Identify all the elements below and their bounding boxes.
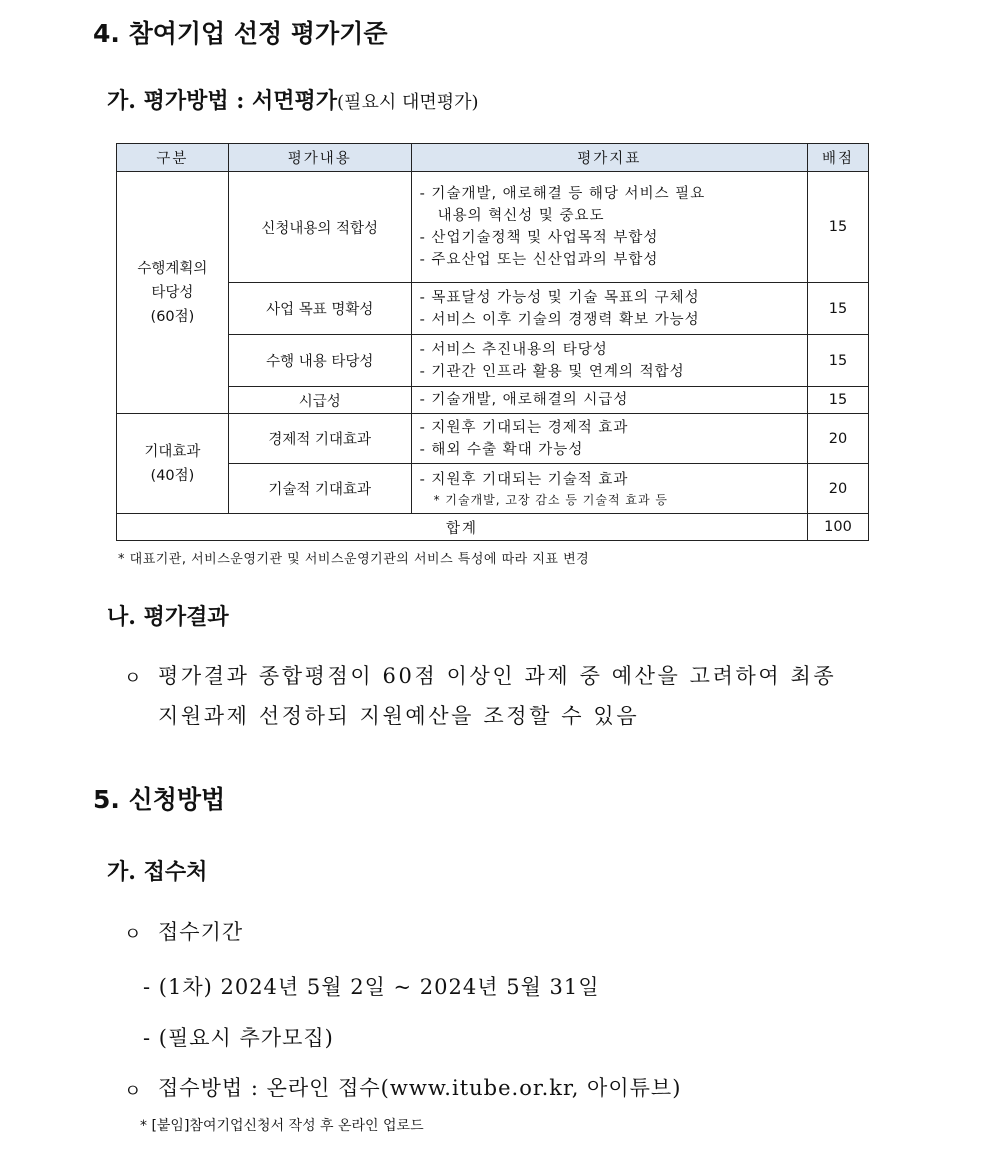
- table-row: [117, 387, 869, 414]
- table-row: [117, 283, 869, 335]
- group-points: (40점): [150, 467, 195, 484]
- row-indicators: [411, 172, 807, 283]
- row-indicators: [411, 387, 807, 414]
- row-content: 수행 내용 타당성: [228, 335, 411, 387]
- subsection-a-reception: 가. 접수처: [107, 859, 208, 885]
- bullet-icon: ㅇ: [124, 1081, 142, 1102]
- row-content: 기술적 기대효과: [228, 464, 411, 514]
- group-name: 기대효과: [144, 443, 201, 460]
- group-name: 수행계획의: [137, 260, 208, 277]
- row-score: 15: [808, 387, 869, 414]
- row-score: 15: [808, 283, 869, 335]
- table-row: [117, 414, 869, 464]
- total-label: 합계: [117, 514, 808, 541]
- section-4-title: 4. 참여기업 선정 평가기준: [93, 19, 388, 48]
- indicator-line: - 해외 수출 확대 가능성: [419, 441, 584, 458]
- table-footnote: * 대표기관, 서비스운영기관 및 서비스운영기관의 서비스 특성에 따라 지표 변경: [118, 552, 590, 567]
- section-5-title: 5. 신청방법: [93, 785, 226, 814]
- indicator-line: - 서비스 추진내용의 타당성: [419, 341, 608, 358]
- header-score: 배점: [808, 144, 869, 172]
- row-score: 20: [808, 464, 869, 514]
- row-indicators: [411, 335, 807, 387]
- eval-result-line-1: 평가결과 종합평점이 60점 이상인 과제 중 예산을 고려하여 최종: [158, 664, 837, 688]
- row-indicators: [411, 414, 807, 464]
- bullet-icon: ㅇ: [124, 924, 142, 945]
- row-content: 사업 목표 명확성: [228, 283, 411, 335]
- group-expected-effect: [117, 414, 229, 514]
- indicator-line: - 서비스 이후 기술의 경쟁력 확보 가능성: [419, 311, 700, 328]
- reception-period-1: - (1차) 2024년 5월 2일 ~ 2024년 5월 31일: [143, 975, 600, 999]
- group-name-2: 타당성: [151, 284, 194, 301]
- header-indicator: 평가지표: [411, 144, 807, 172]
- indicator-line: - 지원후 기대되는 경제적 효과: [419, 419, 629, 436]
- row-score: 15: [808, 172, 869, 283]
- indicator-line: - 기술개발, 애로해결의 시급성: [419, 392, 629, 408]
- subsection-a-eval-method: [107, 84, 479, 115]
- table-row: [117, 335, 869, 387]
- table-row: [117, 464, 869, 514]
- table-header-row: [117, 144, 869, 172]
- reception-period-2: - (필요시 추가모집): [143, 1026, 334, 1050]
- evaluation-criteria-table: [116, 143, 869, 541]
- indicator-line: - 주요산업 또는 신산업과의 부합성: [419, 252, 659, 268]
- table-row: [117, 172, 869, 283]
- row-score: 15: [808, 335, 869, 387]
- reception-method: 접수방법 : 온라인 접수(www.itube.or.kr, 아이튜브): [158, 1076, 682, 1100]
- row-content: 시급성: [228, 387, 411, 414]
- indicator-line: - 기술개발, 애로해결 등 해당 서비스 필요: [419, 186, 706, 202]
- eval-result-line-2: 지원과제 선정하되 지원예산을 조정할 수 있음: [158, 704, 640, 728]
- eval-method-label: 가. 평가방법 : 서면평가: [107, 88, 338, 114]
- total-score: 100: [808, 514, 869, 541]
- table-total-row: [117, 514, 869, 541]
- header-content: 평가내용: [228, 144, 411, 172]
- indicator-line: - 산업기술정책 및 사업목적 부합성: [419, 230, 659, 246]
- group-plan-validity: [117, 172, 229, 414]
- row-indicators: [411, 283, 807, 335]
- row-score: 20: [808, 414, 869, 464]
- indicator-line: - 기관간 인프라 활용 및 연계의 적합성: [419, 363, 685, 380]
- reception-method-note: * [붙임]참여기업신청서 작성 후 온라인 업로드: [140, 1118, 424, 1134]
- row-indicators: [411, 464, 807, 514]
- header-category: 구분: [117, 144, 229, 172]
- row-content: 신청내용의 적합성: [228, 172, 411, 283]
- indicator-line: - 지원후 기대되는 기술적 효과: [419, 471, 629, 488]
- row-content: 경제적 기대효과: [228, 414, 411, 464]
- indicator-line: - 목표달성 가능성 및 기술 목표의 구체성: [419, 289, 700, 306]
- bullet-icon: ㅇ: [124, 668, 142, 689]
- eval-method-note: (필요시 대면평가): [337, 92, 479, 113]
- reception-period-label: 접수기간: [158, 920, 244, 944]
- indicator-line: 내용의 혁신성 및 중요도: [437, 208, 605, 224]
- indicator-note: * 기술개발, 고장 감소 등 기술적 효과 등: [433, 492, 668, 507]
- group-points: (60점): [150, 308, 195, 325]
- subsection-b-eval-result: 나. 평가결과: [107, 604, 229, 630]
